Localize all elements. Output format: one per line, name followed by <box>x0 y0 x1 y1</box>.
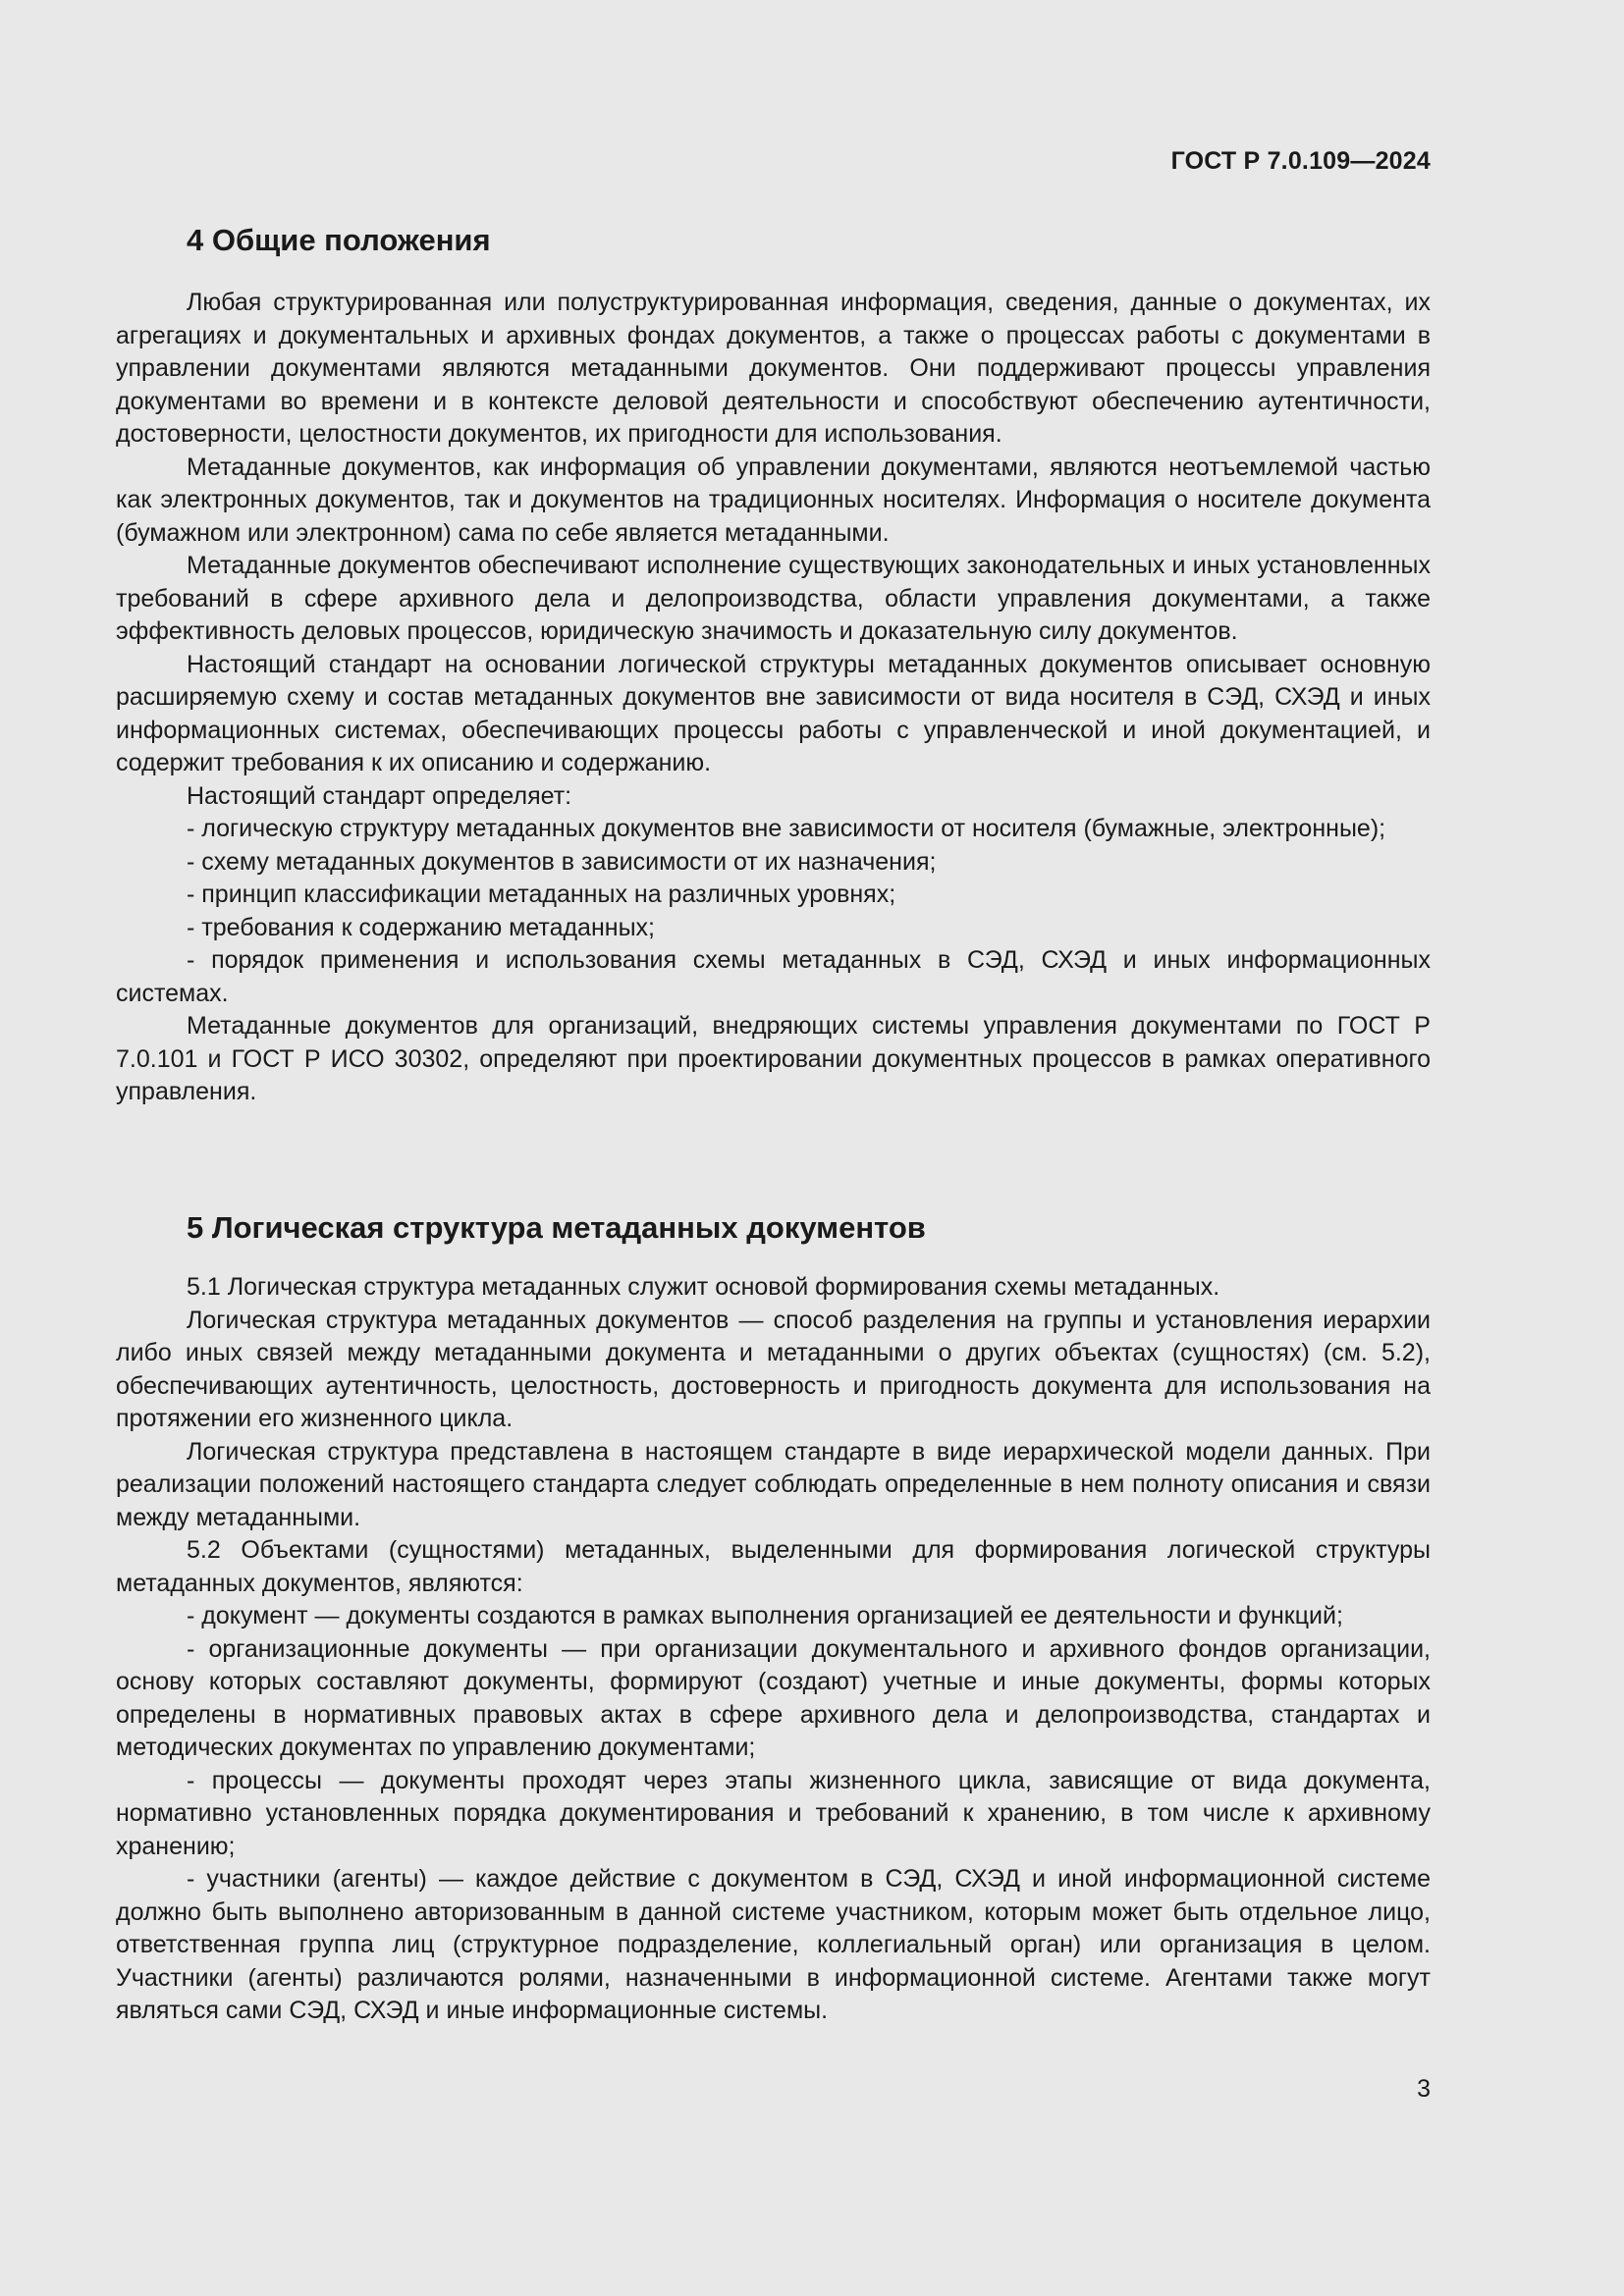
section-5-title: 5 Логическая структура метаданных документов <box>187 1210 926 1245</box>
list-item: - требования к содержанию метаданных; <box>187 913 655 941</box>
paragraph: Логическая структура метаданных документов — способ разделения на группы и установления иерархии либо иных связей между метаданными документа и метаданными о других объектах (сущностях) (см. 5.2), обеспечивающих аутентичность, целостность, достоверность и пригодность документа для использования на протяжении его жизненного цикла. <box>116 1306 1431 1432</box>
list-item: - процессы — документы проходят через этапы жизненного цикла, зависящие от вида документа, нормативно установленных порядка документирования и требований к хранению, в том числе к архивному хранению; <box>116 1766 1431 1860</box>
paragraph: 5.2 Объектами (сущностями) метаданных, выделенными для формирования логической структуры метаданных документов, являются: <box>116 1536 1431 1597</box>
paragraph: Логическая структура представлена в настоящем стандарте в виде иерархической модели данных. При реализации положений настоящего стандарта следует соблюдать определенные в нем полноту описания и связи между метаданными. <box>116 1437 1431 1531</box>
list-item: - логическую структуру метаданных документов вне зависимости от носителя (бумажные, электронные); <box>187 815 1386 842</box>
section-4-body <box>116 287 1431 1109</box>
list-item: - порядок применения и использования схемы метаданных в СЭД, СХЭД и иных информационных системах. <box>116 946 1431 1007</box>
list-item: - участники (агенты) — каждое действие с документом в СЭД, СХЭД и иной информационной системе должно быть выполнено авторизованным в данной системе участником, которым может быть отдельное лицо, ответственная группа лиц (структурное подразделение, коллегиальный орган) или организация в целом. Участники (агенты) различаются ролями, назначенными в информационной системе. Агентами также могут являться сами СЭД, СХЭД и иные информационные системы. <box>116 1865 1431 2024</box>
paragraph: Настоящий стандарт определяет: <box>187 781 572 810</box>
paragraph: Метаданные документов для организаций, внедряющих системы управления документами по ГОСТ Р 7.0.101 и ГОСТ Р ИСО 30302, определяют при проектировании документных процессов в рамках оперативного управления. <box>116 1012 1431 1105</box>
page-number: 3 <box>1417 2075 1431 2103</box>
list-item: - документ — документы создаются в рамках выполнения организацией ее деятельности и функций; <box>187 1602 1343 1629</box>
list-item: - принцип классификации метаданных на различных уровнях; <box>187 881 896 908</box>
list-item: - организационные документы — при организации документального и архивного фондов организации, основу которых составляют документы, формируют (создают) учетные и иные документы, формы которых определены в нормативных правовых актах в сфере архивного дела и делопроизводства, стандартах и методических документах по управлению документами; <box>116 1634 1431 1761</box>
section-4-title: 4 Общие положения <box>187 223 491 257</box>
paragraph: Любая структурированная или полуструктурированная информация, сведения, данные о документах, их агрегациях и документальных и архивных фондах документов, а также о процессах работы с документами в управлении документами являются метаданными документов. Они поддерживают процессы управления документами во времени и в контексте деловой деятельности и способствуют обеспечению аутентичности, достоверности, целостности документов, их пригодности для использования. <box>116 289 1431 448</box>
paragraph: 5.1 Логическая структура метаданных служит основой формирования схемы метаданных. <box>187 1273 1220 1301</box>
section-5-body <box>116 1271 1431 2028</box>
document-header-id: ГОСТ Р 7.0.109—2024 <box>1170 147 1431 175</box>
paragraph: Метаданные документов обеспечивают исполнение существующих законодательных и иных установленных требований в сфере архивного дела и делопроизводства, области управления документами, а также эффективность деловых процессов, юридическую значимость и доказательную силу документов. <box>116 552 1431 645</box>
list-item: - схему метаданных документов в зависимости от их назначения; <box>187 847 937 876</box>
paragraph: Метаданные документов, как информация об управлении документами, являются неотъемлемой частью как электронных документов, так и документов на традиционных носителях. Информация о носителе документа (бумажном или электронном) сама по себе является метаданными. <box>116 453 1431 547</box>
paragraph: Настоящий стандарт на основании логической структуры метаданных документов описывает основную расширяемую схему и состав метаданных документов вне зависимости от вида носителя в СЭД, СХЭД и иных информационных системах, обеспечивающих процессы работы с управленческой и иной документацией, и содержит требования к их описанию и содержанию. <box>116 650 1431 776</box>
